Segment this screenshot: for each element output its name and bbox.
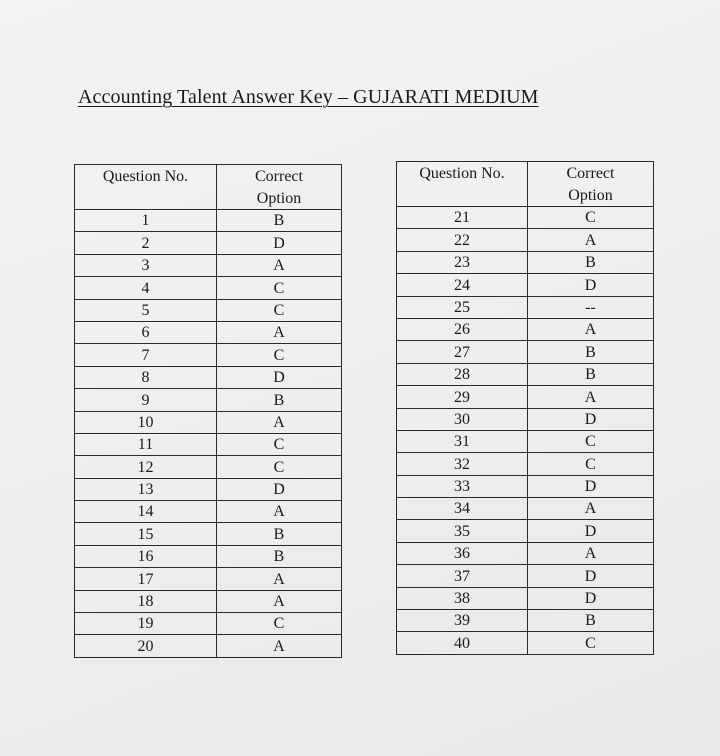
- correct-option-cell: A: [217, 568, 342, 590]
- question-number-cell: 14: [75, 501, 217, 523]
- question-no-header-label: Question No.: [419, 165, 505, 182]
- table-row: [75, 389, 342, 411]
- question-number-cell: 10: [75, 411, 217, 433]
- question-number-cell: 6: [75, 321, 217, 343]
- table-row: [397, 610, 654, 632]
- correct-option-cell: A: [217, 254, 342, 276]
- correct-option-cell: B: [528, 610, 654, 632]
- question-number-cell: 39: [397, 610, 528, 632]
- question-number-cell: 31: [397, 430, 528, 452]
- correct-option-cell: C: [217, 344, 342, 366]
- question-number-cell: 1: [75, 210, 217, 232]
- question-number-cell: 33: [397, 475, 528, 497]
- correct-option-cell: C: [217, 299, 342, 321]
- table-row: [397, 498, 654, 520]
- table-row: [75, 613, 342, 635]
- question-number-cell: 30: [397, 408, 528, 430]
- correct-option-cell: D: [528, 565, 654, 587]
- correct-option-cell: C: [528, 430, 654, 452]
- correct-option-cell: A: [528, 498, 654, 520]
- table-row: [397, 430, 654, 452]
- table-row: [75, 210, 342, 232]
- correct-option-cell: B: [528, 341, 654, 363]
- table-row: [75, 635, 342, 657]
- question-number-cell: 5: [75, 299, 217, 321]
- table-row: [397, 318, 654, 340]
- question-number-cell: 18: [75, 590, 217, 612]
- table-row: [75, 523, 342, 545]
- question-number-cell: 36: [397, 542, 528, 564]
- table-row: [397, 587, 654, 609]
- correct-option-header-line2: Option: [256, 190, 302, 207]
- correct-option-header: [528, 162, 654, 207]
- correct-option-header-line1: Correct: [255, 168, 303, 185]
- correct-option-cell: B: [528, 363, 654, 385]
- question-number-cell: 40: [397, 632, 528, 654]
- question-number-cell: 24: [397, 274, 528, 296]
- answer-rows-left: [75, 210, 342, 658]
- question-number-cell: 23: [397, 251, 528, 273]
- table-row: [75, 321, 342, 343]
- question-number-cell: 28: [397, 363, 528, 385]
- correct-option-cell: D: [217, 232, 342, 254]
- question-number-cell: 26: [397, 318, 528, 340]
- question-number-cell: 8: [75, 366, 217, 388]
- table-row: [397, 251, 654, 273]
- correct-option-header-line2: Option: [568, 187, 613, 204]
- correct-option-cell: A: [217, 411, 342, 433]
- table-row: [75, 590, 342, 612]
- correct-option-cell: C: [528, 632, 654, 654]
- question-number-cell: 32: [397, 453, 528, 475]
- question-no-header: [75, 165, 217, 210]
- table-row: [75, 568, 342, 590]
- table-row: [75, 344, 342, 366]
- correct-option-cell: C: [528, 453, 654, 475]
- table-row: [75, 366, 342, 388]
- question-number-cell: 25: [397, 296, 528, 318]
- correct-option-cell: D: [528, 587, 654, 609]
- question-number-cell: 15: [75, 523, 217, 545]
- table-row: [397, 341, 654, 363]
- question-number-cell: 34: [397, 498, 528, 520]
- question-number-cell: 17: [75, 568, 217, 590]
- question-number-cell: 3: [75, 254, 217, 276]
- correct-option-cell: B: [528, 251, 654, 273]
- table-row: [75, 433, 342, 455]
- question-number-cell: 27: [397, 341, 528, 363]
- table-row: [397, 453, 654, 475]
- correct-option-cell: D: [217, 478, 342, 500]
- answer-rows-right: [397, 207, 654, 655]
- correct-option-cell: A: [528, 542, 654, 564]
- correct-option-cell: B: [217, 389, 342, 411]
- correct-option-cell: D: [528, 408, 654, 430]
- table-row: [397, 408, 654, 430]
- correct-option-cell: --: [528, 296, 654, 318]
- answer-key-table-right: [396, 161, 654, 655]
- question-number-cell: 19: [75, 613, 217, 635]
- table-row: [75, 254, 342, 276]
- correct-option-cell: A: [528, 318, 654, 340]
- table-row: [397, 296, 654, 318]
- table-row: [75, 232, 342, 254]
- correct-option-header-line1: Correct: [566, 165, 615, 182]
- correct-option-cell: D: [528, 274, 654, 296]
- question-number-cell: 16: [75, 545, 217, 567]
- table-row: [75, 478, 342, 500]
- question-number-cell: 2: [75, 232, 217, 254]
- question-number-cell: 37: [397, 565, 528, 587]
- correct-option-cell: A: [217, 635, 342, 657]
- table-row: [75, 545, 342, 567]
- correct-option-cell: D: [528, 475, 654, 497]
- question-number-cell: 13: [75, 478, 217, 500]
- question-no-header-label: Question No.: [102, 168, 189, 185]
- table-row: [75, 277, 342, 299]
- correct-option-cell: A: [528, 229, 654, 251]
- correct-option-cell: C: [217, 433, 342, 455]
- table-row: [75, 501, 342, 523]
- correct-option-cell: C: [217, 456, 342, 478]
- question-number-cell: 22: [397, 229, 528, 251]
- question-number-cell: 9: [75, 389, 217, 411]
- table-header-row: [397, 162, 654, 207]
- correct-option-cell: C: [217, 277, 342, 299]
- correct-option-cell: B: [217, 523, 342, 545]
- question-number-cell: 21: [397, 207, 528, 229]
- table-row: [397, 542, 654, 564]
- question-no-header: [397, 162, 528, 207]
- correct-option-cell: B: [217, 545, 342, 567]
- answer-key-table-left: [74, 164, 342, 658]
- table-row: [397, 520, 654, 542]
- correct-option-cell: A: [217, 501, 342, 523]
- table-row: [397, 229, 654, 251]
- table-row: [397, 386, 654, 408]
- table-row: [397, 565, 654, 587]
- correct-option-cell: C: [217, 613, 342, 635]
- question-number-cell: 35: [397, 520, 528, 542]
- question-number-cell: 7: [75, 344, 217, 366]
- question-number-cell: 12: [75, 456, 217, 478]
- correct-option-cell: A: [528, 386, 654, 408]
- question-number-cell: 38: [397, 587, 528, 609]
- question-number-cell: 29: [397, 386, 528, 408]
- correct-option-cell: A: [217, 321, 342, 343]
- correct-option-cell: D: [528, 520, 654, 542]
- question-number-cell: 4: [75, 277, 217, 299]
- table-row: [397, 363, 654, 385]
- question-number-cell: 11: [75, 433, 217, 455]
- correct-option-cell: B: [217, 210, 342, 232]
- table-row: [397, 632, 654, 654]
- page-title: Accounting Talent Answer Key – GUJARATI MEDIUM: [78, 86, 539, 108]
- table-row: [397, 274, 654, 296]
- table-row: [75, 411, 342, 433]
- correct-option-header: [217, 165, 342, 210]
- correct-option-cell: C: [528, 207, 654, 229]
- correct-option-cell: A: [217, 590, 342, 612]
- table-row: [75, 299, 342, 321]
- table-row: [75, 456, 342, 478]
- correct-option-cell: D: [217, 366, 342, 388]
- table-row: [397, 475, 654, 497]
- table-header-row: [75, 165, 342, 210]
- question-number-cell: 20: [75, 635, 217, 657]
- table-row: [397, 207, 654, 229]
